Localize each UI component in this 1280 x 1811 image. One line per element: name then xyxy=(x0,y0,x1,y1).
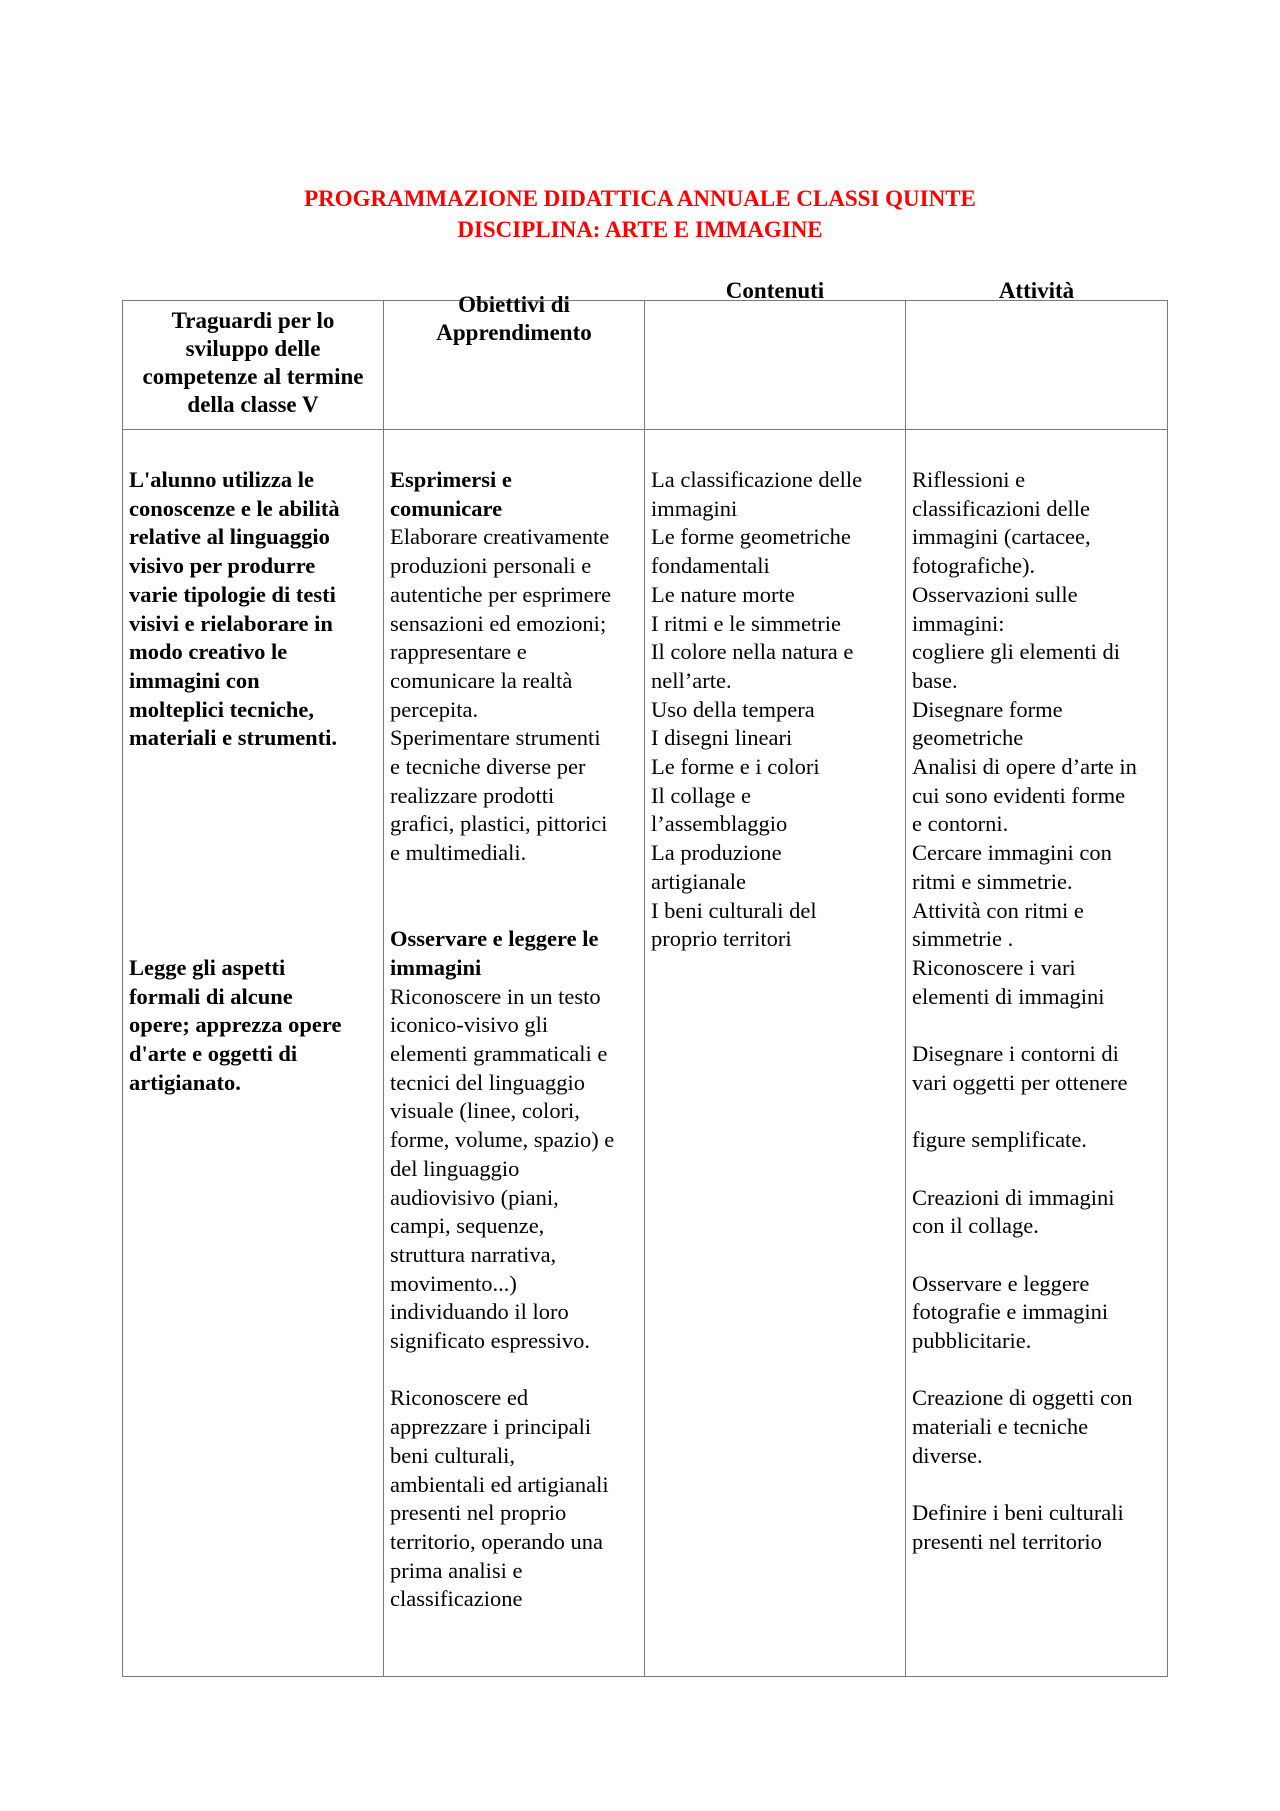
text-line: immagini con xyxy=(129,667,260,693)
text-line: modo creativo le xyxy=(129,639,288,665)
cell-attivita xyxy=(906,430,1168,1677)
text-line: vari oggetti per ottenere xyxy=(912,1069,1128,1095)
text-line: elementi di immagini xyxy=(912,983,1105,1009)
text-line: La classificazione delle xyxy=(651,467,863,492)
header-line: Traguardi per lo xyxy=(171,308,335,333)
text-line: tecnici del linguaggio xyxy=(390,1069,585,1095)
header-line: Obiettivi di xyxy=(458,292,570,317)
text-line: La produzione xyxy=(651,840,782,866)
text-line: simmetrie . xyxy=(912,926,1014,952)
text-line: significato espressivo. xyxy=(390,1328,590,1354)
text-line: sensazioni ed emozioni; xyxy=(390,610,607,636)
title-line-2: DISCIPLINA: ARTE E IMMAGINE xyxy=(457,217,823,242)
text-line: Le forme e i colori xyxy=(651,754,820,780)
text-line: Cercare immagini con xyxy=(912,840,1112,866)
text-line: presenti nel territorio xyxy=(912,1528,1102,1554)
text-line: conoscenze e le abilità xyxy=(129,495,340,521)
text-line: del linguaggio xyxy=(390,1155,520,1181)
header-line: della classe V xyxy=(187,392,319,417)
text-line: Disegnare forme xyxy=(912,696,1063,722)
traguardi-block-1 xyxy=(129,466,378,753)
table-header-row xyxy=(123,301,1168,430)
text-line: I ritmi e le simmetrie xyxy=(651,610,841,636)
text-line: fotografie e immagini xyxy=(912,1299,1109,1325)
document-title xyxy=(0,183,1280,245)
header-line: Apprendimento xyxy=(436,320,592,345)
text-line: Le forme geometriche xyxy=(651,524,851,550)
text-line: I beni culturali del xyxy=(651,897,817,923)
attivita-block-5 xyxy=(912,1270,1162,1356)
text-line: iconico-visivo gli xyxy=(390,1012,549,1038)
text-line: Creazione di oggetti con xyxy=(912,1385,1133,1411)
text-line: comunicare xyxy=(390,495,503,521)
contenuti-list xyxy=(651,466,900,954)
text-line: fotografiche). xyxy=(912,553,1036,579)
text-line: Sperimentare strumenti xyxy=(390,725,601,751)
text-line: realizzare prodotti xyxy=(390,782,555,808)
text-line: Elaborare creativamente xyxy=(390,524,610,550)
text-line: fondamentali xyxy=(651,553,770,579)
text-line: comunicare la realtà xyxy=(390,667,573,693)
text-line: Riconoscere i vari xyxy=(912,954,1076,980)
text-line: ambientali ed artigianali xyxy=(390,1471,609,1497)
text-line: produzioni personali e xyxy=(390,553,592,579)
text-line: Attività con ritmi e xyxy=(912,897,1084,923)
header-line: sviluppo delle xyxy=(185,336,321,361)
text-line: percepita. xyxy=(390,696,479,722)
text-line: grafici, plastici, pittorici xyxy=(390,811,608,837)
text-line: diverse. xyxy=(912,1442,983,1468)
programming-table xyxy=(122,278,1168,1677)
text-line: visivo per produrre xyxy=(129,553,316,579)
cell-obiettivi xyxy=(384,430,645,1677)
text-line: struttura narrativa, xyxy=(390,1241,557,1267)
text-line: classificazione xyxy=(390,1586,523,1612)
text-line: Riflessioni e xyxy=(912,467,1026,492)
text-line: l’assemblaggio xyxy=(651,811,788,837)
text-line: opere; apprezza opere xyxy=(129,1012,342,1038)
text-line: forme, volume, spazio) e xyxy=(390,1127,615,1153)
obiettivi-section-2-text xyxy=(390,983,639,1356)
header-contenuti xyxy=(645,278,906,430)
text-line: Riconoscere ed xyxy=(390,1385,529,1411)
text-line: prima analisi e xyxy=(390,1557,523,1583)
text-line: proprio territori xyxy=(651,926,792,952)
attivita-block-3 xyxy=(912,1126,1162,1155)
text-line: materiali e tecniche xyxy=(912,1414,1089,1440)
text-line: classificazioni delle xyxy=(912,495,1091,521)
header-obiettivi xyxy=(384,292,645,430)
text-line: cui sono evidenti forme xyxy=(912,782,1126,808)
text-line: Disegnare i contorni di xyxy=(912,1041,1119,1067)
text-line: Il colore nella natura e xyxy=(651,639,854,665)
obiettivi-section-2-title xyxy=(390,925,639,982)
text-line: visivi e rielaborare in xyxy=(129,610,333,636)
text-line: base. xyxy=(912,667,958,693)
text-line: audiovisivo (piani, xyxy=(390,1184,559,1210)
header-attivita xyxy=(906,278,1168,430)
attivita-block-7 xyxy=(912,1499,1162,1556)
text-line: e contorni. xyxy=(912,811,1009,837)
text-line: varie tipologie di testi xyxy=(129,581,336,607)
text-line: presenti nel proprio xyxy=(390,1500,567,1526)
text-line: cogliere gli elementi di xyxy=(912,639,1121,665)
text-line: Esprimersi e xyxy=(390,467,512,492)
cell-traguardi xyxy=(123,430,384,1677)
text-line: con il collage. xyxy=(912,1213,1039,1239)
text-line: Legge gli aspetti xyxy=(129,954,286,980)
obiettivi-section-1-text xyxy=(390,523,639,867)
text-line: pubblicitarie. xyxy=(912,1328,1032,1354)
text-line: individuando il loro xyxy=(390,1299,569,1325)
obiettivi-section-3-text xyxy=(390,1384,639,1614)
text-line: I disegni lineari xyxy=(651,725,793,751)
text-line: Creazioni di immagini xyxy=(912,1184,1115,1210)
text-line: Riconoscere in un testo xyxy=(390,983,601,1009)
text-line: Le nature morte xyxy=(651,581,795,607)
text-line: Il collage e xyxy=(651,782,751,808)
text-line: movimento...) xyxy=(390,1270,517,1296)
text-line: artigianale xyxy=(651,868,746,894)
text-line: e tecniche diverse per xyxy=(390,754,586,780)
text-line: Osservazioni sulle xyxy=(912,581,1078,607)
text-line: Osservare e leggere le xyxy=(390,926,599,952)
header-line: Attività xyxy=(998,278,1075,303)
text-line: relative al linguaggio xyxy=(129,524,330,550)
header-line: competenze al termine xyxy=(142,364,364,389)
attivita-block-4 xyxy=(912,1184,1162,1241)
text-line: immagini xyxy=(390,954,482,980)
attivita-block-2 xyxy=(912,1040,1162,1097)
header-line: Contenuti xyxy=(725,278,825,303)
text-line: figure semplificate. xyxy=(912,1127,1087,1153)
title-line-1: PROGRAMMAZIONE DIDATTICA ANNUALE CLASSI QUINTE xyxy=(304,186,976,211)
text-line: nell’arte. xyxy=(651,667,732,693)
text-line: elementi grammaticali e xyxy=(390,1041,608,1067)
text-line: Uso della tempera xyxy=(651,696,815,722)
header-traguardi xyxy=(123,301,384,430)
text-line: L'alunno utilizza le xyxy=(129,467,315,492)
table-body-row xyxy=(123,430,1168,1677)
text-line: formali di alcune xyxy=(129,983,293,1009)
attivita-block-6 xyxy=(912,1384,1162,1470)
text-line: d'arte e oggetti di xyxy=(129,1040,298,1066)
text-line: apprezzare i principali xyxy=(390,1414,592,1440)
text-line: campi, sequenze, xyxy=(390,1213,545,1239)
text-line: autentiche per esprimere xyxy=(390,581,612,607)
traguardi-block-2 xyxy=(129,954,378,1098)
obiettivi-section-1-title xyxy=(390,466,639,523)
text-line: rappresentare e xyxy=(390,639,527,665)
text-line: geometriche xyxy=(912,725,1024,751)
text-line: e multimediali. xyxy=(390,840,527,866)
text-line: Definire i beni culturali xyxy=(912,1500,1124,1526)
text-line: immagini xyxy=(651,495,738,521)
text-line: ritmi e simmetrie. xyxy=(912,868,1073,894)
text-line: Osservare e leggere xyxy=(912,1270,1090,1296)
cell-contenuti xyxy=(645,430,906,1677)
text-line: territorio, operando una xyxy=(390,1528,604,1554)
text-line: molteplici tecniche, xyxy=(129,696,314,722)
text-line: Analisi di opere d’arte in xyxy=(912,754,1137,780)
attivita-block-1 xyxy=(912,466,1162,1011)
text-line: materiali e strumenti. xyxy=(129,725,338,751)
text-line: immagini (cartacee, xyxy=(912,524,1091,550)
text-line: beni culturali, xyxy=(390,1442,515,1468)
text-line: immagini: xyxy=(912,610,1005,636)
text-line: artigianato. xyxy=(129,1069,241,1095)
text-line: visuale (linee, colori, xyxy=(390,1098,580,1124)
